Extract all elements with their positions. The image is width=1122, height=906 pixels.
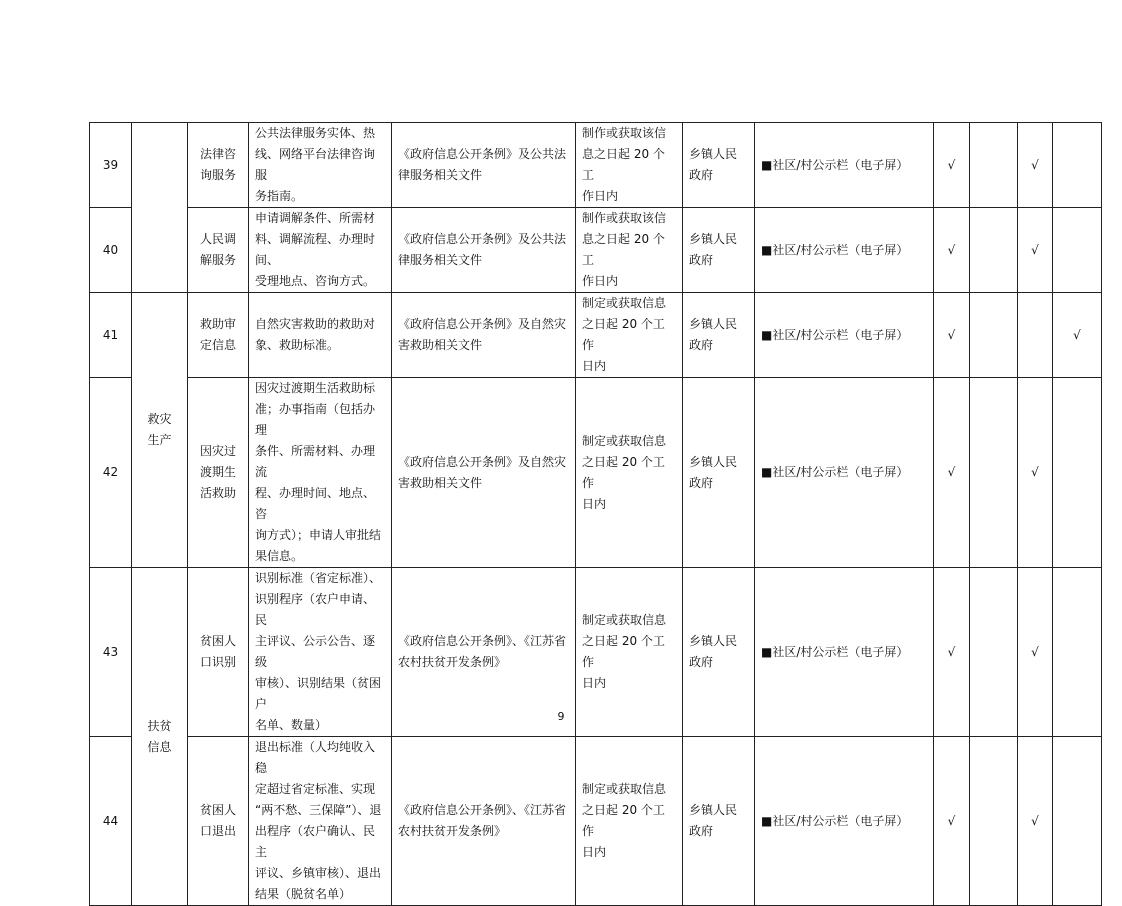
check-cell (970, 208, 1018, 293)
check-cell: √ (1018, 123, 1053, 208)
item-name: 救助审 定信息 (188, 293, 249, 378)
item-name: 贫困人 口退出 (188, 737, 249, 906)
check-cell: √ (934, 293, 970, 378)
disclosure-subject: 乡镇人民 政府 (683, 208, 755, 293)
disclosure-time: 制作或获取该信 息之日起 20 个工 作日内 (576, 208, 683, 293)
check-cell: √ (1018, 208, 1053, 293)
check-cell: √ (1018, 378, 1053, 568)
disclosure-content: 识别标准（省定标准）、 识别程序（农户申请、民 主评议、公示公告、逐级 审核）、识别结果（贫困户 名单、数量） (249, 568, 392, 737)
disclosure-channel: ■社区/村公示栏（电子屏） (755, 568, 934, 737)
disclosure-channel: ■社区/村公示栏（电子屏） (755, 208, 934, 293)
disclosure-content: 自然灾害救助的救助对 象、救助标准。 (249, 293, 392, 378)
disclosure-content: 因灾过渡期生活救助标 准；办事指南（包括办理 条件、所需材料、办理流 程、办理时间、地点、咨 询方式）；申请人审批结 果信息。 (249, 378, 392, 568)
row-number: 44 (90, 737, 132, 906)
check-cell: √ (1053, 293, 1102, 378)
check-cell: √ (934, 123, 970, 208)
check-cell: √ (1018, 737, 1053, 906)
disclosure-basis: 《政府信息公开条例》及公共法 律服务相关文件 (392, 123, 576, 208)
check-cell (1053, 378, 1102, 568)
row-number: 41 (90, 293, 132, 378)
check-cell (970, 737, 1018, 906)
check-cell: √ (934, 737, 970, 906)
row-number: 39 (90, 123, 132, 208)
disclosure-basis: 《政府信息公开条例》及公共法 律服务相关文件 (392, 208, 576, 293)
row-number: 43 (90, 568, 132, 737)
check-cell (970, 123, 1018, 208)
disclosure-time: 制定或获取信息 之日起 20 个工作 日内 (576, 568, 683, 737)
disclosure-time: 制定或获取信息 之日起 20 个工作 日内 (576, 737, 683, 906)
disclosure-subject: 乡镇人民 政府 (683, 737, 755, 906)
disclosure-content: 公共法律服务实体、热 线、网络平台法律咨询服 务指南。 (249, 123, 392, 208)
check-cell: √ (934, 208, 970, 293)
disclosure-subject: 乡镇人民 政府 (683, 378, 755, 568)
disclosure-channel: ■社区/村公示栏（电子屏） (755, 123, 934, 208)
disclosure-basis: 《政府信息公开条例》及自然灾 害救助相关文件 (392, 378, 576, 568)
table-row (90, 293, 1102, 378)
table-row (90, 737, 1102, 906)
table-row (90, 378, 1102, 568)
disclosure-time: 制定或获取信息 之日起 20 个工作 日内 (576, 378, 683, 568)
check-cell (1053, 737, 1102, 906)
disclosure-content: 申请调解条件、所需材 料、调解流程、办理时间、 受理地点、咨询方式。 (249, 208, 392, 293)
row-number: 40 (90, 208, 132, 293)
disclosure-time: 制作或获取该信 息之日起 20 个工 作日内 (576, 123, 683, 208)
item-name: 人民调 解服务 (188, 208, 249, 293)
disclosure-channel: ■社区/村公示栏（电子屏） (755, 293, 934, 378)
check-cell (970, 378, 1018, 568)
disclosure-time: 制定或获取信息 之日起 20 个工作 日内 (576, 293, 683, 378)
check-cell: √ (1018, 568, 1053, 737)
disclosure-content: 退出标准（人均纯收入稳 定超过省定标准、实现 “两不愁、三保障”）、退 出程序（农户确认、民主 评议、乡镇审核）、退出 结果（脱贫名单） (249, 737, 392, 906)
table-row (90, 208, 1102, 293)
check-cell (1053, 123, 1102, 208)
check-cell (1053, 208, 1102, 293)
disclosure-basis: 《政府信息公开条例》、《江苏省 农村扶贫开发条例》 (392, 737, 576, 906)
disclosure-subject: 乡镇人民 政府 (683, 568, 755, 737)
category-relief: 救灾 生产 (132, 293, 188, 568)
disclosure-subject: 乡镇人民 政府 (683, 293, 755, 378)
row-number: 42 (90, 378, 132, 568)
disclosure-channel: ■社区/村公示栏（电子屏） (755, 737, 934, 906)
page-number: 9 (557, 710, 565, 723)
item-name: 因灾过 渡期生 活救助 (188, 378, 249, 568)
disclosure-channel: ■社区/村公示栏（电子屏） (755, 378, 934, 568)
disclosure-table (89, 122, 1102, 906)
table-row (90, 123, 1102, 208)
disclosure-basis: 《政府信息公开条例》及自然灾 害救助相关文件 (392, 293, 576, 378)
item-name: 贫困人 口识别 (188, 568, 249, 737)
check-cell: √ (934, 378, 970, 568)
category-cell (132, 123, 188, 293)
disclosure-subject: 乡镇人民 政府 (683, 123, 755, 208)
category-poverty: 扶贫 信息 (132, 568, 188, 906)
item-name: 法律咨 询服务 (188, 123, 249, 208)
check-cell (1018, 293, 1053, 378)
disclosure-basis: 《政府信息公开条例》、《江苏省 农村扶贫开发条例》 (392, 568, 576, 737)
check-cell: √ (934, 568, 970, 737)
check-cell (970, 293, 1018, 378)
